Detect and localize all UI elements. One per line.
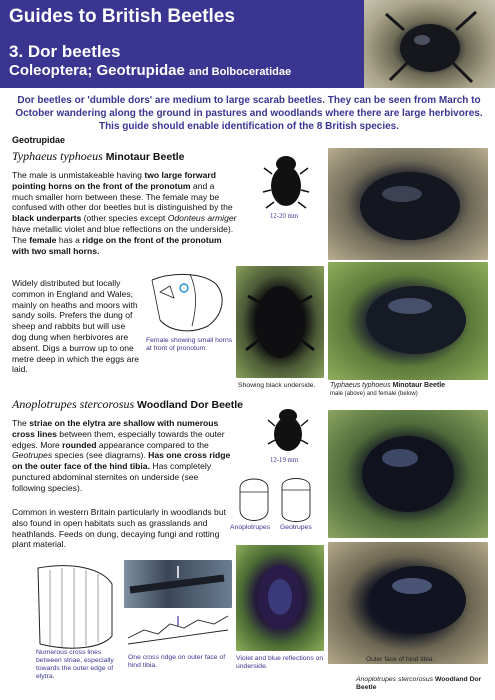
text-run: The male is unmistakeable having — [12, 170, 145, 180]
cross-lines-caption: Numerous cross lines between striae, especially towards the outer edge of elytra. — [36, 649, 114, 680]
common-name: Minotaur Beetle — [105, 151, 185, 163]
elytra-diagram — [32, 562, 120, 652]
beetle-silhouette-icon — [266, 404, 310, 454]
woodland-habitat: Common in western Britain particularly in woodlands but also found in open habitats such as grasslands and heathlands. Feeds on dung, decaying fungi and rotting plant material. — [12, 507, 226, 550]
woodland-dor-photo-2 — [328, 542, 488, 664]
minotaur-distribution: Widely distributed but locally common in England and Wales, mainly on heaths and moors with sandy soils. Prefers the dung of sheep and rabbits but will use dog dung when herbivores are absent. Digs a burrow up to one metre deep in which the eggs are laid. — [12, 278, 140, 375]
beetle-photo-icon — [328, 542, 488, 664]
tibia-ridge-icon — [124, 560, 232, 608]
beetle-photo-icon — [328, 262, 488, 380]
common-name: Woodland Dor Beetle — [137, 399, 244, 411]
guide-number-title: 3. Dor beetles — [9, 42, 121, 61]
minotaur-photo-caption — [330, 382, 445, 390]
beetle-underside-icon — [236, 266, 324, 378]
text-run: rounded — [62, 439, 97, 450]
header-beetle-photo — [364, 0, 495, 88]
one-ridge-caption: One cross ridge on outer face of hind tibia. — [128, 654, 226, 669]
family-subtitle — [9, 62, 291, 79]
minotaur-photo-subcaption: male (above) and female (below) — [330, 391, 418, 397]
text-run: have metallic violet and blue reflections on the underside). The — [12, 223, 234, 245]
beetle-photo-icon — [328, 148, 488, 260]
latin-name: Anoplotrupes stercorosus — [12, 397, 135, 411]
species-heading-minotaur — [12, 149, 184, 164]
caption-common: Woodland Dor Beetle — [356, 676, 482, 691]
family-main: Coleoptera; Geotrupidae — [9, 62, 185, 79]
beetle-photo-icon — [364, 0, 495, 88]
minotaur-female-photo — [328, 262, 488, 380]
female-horns-caption: Female showing small horns at front of pronotum. — [146, 337, 233, 352]
woodland-description — [12, 418, 234, 494]
underside-caption: Showing black underside. — [238, 382, 316, 389]
size-label: 12-20 mm — [270, 213, 299, 220]
text-run: Odonteus armiger — [167, 213, 237, 224]
caption-common: Minotaur Beetle — [392, 382, 446, 389]
page-title: Guides to British Beetles — [9, 6, 235, 27]
text-run: has a — [56, 234, 83, 245]
diagram-label-anoplotrupes: Anoplotrupes — [230, 524, 271, 531]
text-run: between them, especially towards the outer edges. More — [12, 428, 225, 450]
tibia-photo — [124, 560, 232, 608]
text-run: species (see diagrams). — [52, 450, 149, 461]
text-run: The — [12, 418, 30, 428]
woodland-photo-caption — [356, 676, 495, 692]
text-run: striae on the elytra are shallow with numerous cross lines — [12, 418, 219, 439]
text-run: female — [29, 234, 57, 245]
tibia-ridge-diagram — [124, 612, 232, 646]
pronotum-diagram — [142, 270, 238, 338]
text-run: Geotrupes — [12, 450, 53, 461]
caption-latin: Anoplotrupes stercorosus — [356, 676, 434, 683]
text-run: appearance compared to the — [96, 439, 209, 450]
diagram-label-geotrupes: Geotrupes — [280, 524, 312, 531]
latin-name: Typhaeus typhoeus — [12, 149, 103, 163]
beetle-silhouette-icon — [262, 150, 310, 210]
family-small: and Bolboceratidae — [189, 66, 292, 78]
shape-comparison-diagram — [232, 470, 322, 528]
tibia-caption: Outer face of hind tibia. — [366, 656, 435, 663]
section-label: Geotrupidae — [12, 135, 66, 145]
text-run: Has one cross ridge on the outer face of the hind tibia. — [12, 450, 231, 472]
minotaur-description — [12, 170, 237, 256]
size-label: 12-19 mm — [270, 457, 299, 464]
text-run: (other species except — [81, 213, 168, 224]
minotaur-male-photo — [328, 148, 488, 260]
beetle-underside-icon — [236, 545, 324, 651]
text-run: and a much smaller horn between these. The female may be confused with other dor beetles but is distinguished by the — [12, 180, 233, 213]
species-heading-woodland — [12, 397, 243, 412]
violet-reflections-caption: Violet and blue reflections on underside. — [236, 655, 324, 670]
minotaur-underside-photo — [236, 266, 324, 378]
woodland-dor-photo-1 — [328, 410, 488, 538]
intro-text: Dor beetles or 'dumble dors' are medium to large scarab beetles. They can be seen from March to October wandering along the ground in pastures and woodlands where there are large herbivores. This guide should enable identification of the 8 British species. — [15, 95, 483, 132]
text-run: two large forward pointing horns on the front of the pronotum — [12, 170, 216, 191]
caption-latin: Typhaeus typhoeus — [330, 382, 391, 389]
text-run: black underparts — [12, 213, 82, 224]
beetle-photo-icon — [328, 410, 488, 538]
text-run: Has completely punctured abdominal sternites on underside (see following species). — [12, 461, 212, 493]
woodland-underside-photo — [236, 545, 324, 651]
text-run: ridge on the front of the pronotum with two small horns. — [12, 234, 222, 256]
